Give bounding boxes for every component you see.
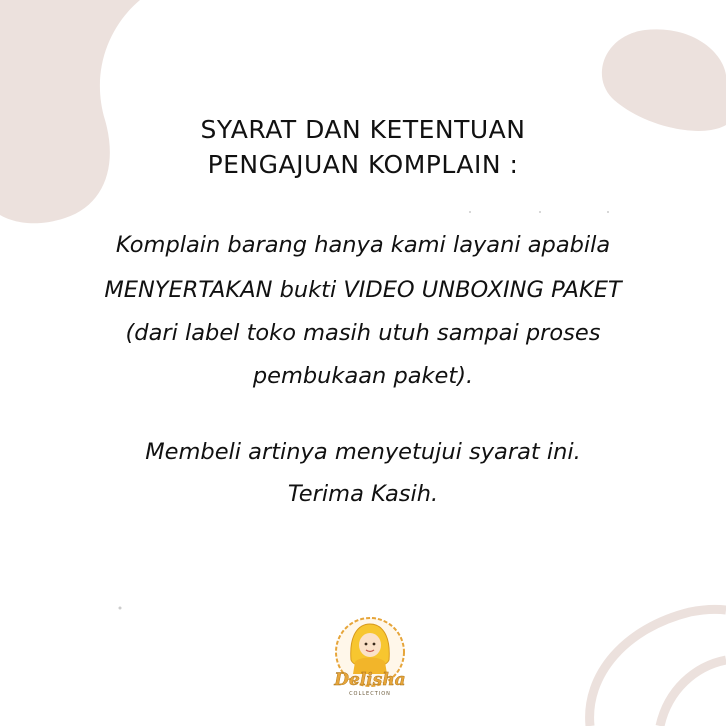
delisha-logo xyxy=(325,612,415,702)
closing-line-1: Membeli artinya menyetujui syarat ini. xyxy=(145,439,581,465)
terms-line-3: (dari label toko masih utuh sampai proses xyxy=(125,320,601,346)
terms-line-2: MENYERTAKAN bukti VIDEO UNBOXING PAKET xyxy=(104,277,622,303)
closing-line-2: Terima Kasih. xyxy=(287,481,439,507)
heading-line-2: PENGAJUAN KOMPLAIN : xyxy=(207,150,519,179)
heading-line-1: SYARAT DAN KETENTUAN xyxy=(200,115,526,144)
terms-line-1: Komplain barang hanya kami layani apabila xyxy=(115,232,611,258)
logo-subtitle: COLLECTION xyxy=(349,691,391,697)
terms-line-4: pembukaan paket). xyxy=(252,363,474,389)
logo-wordmark: Delisha xyxy=(334,670,406,690)
